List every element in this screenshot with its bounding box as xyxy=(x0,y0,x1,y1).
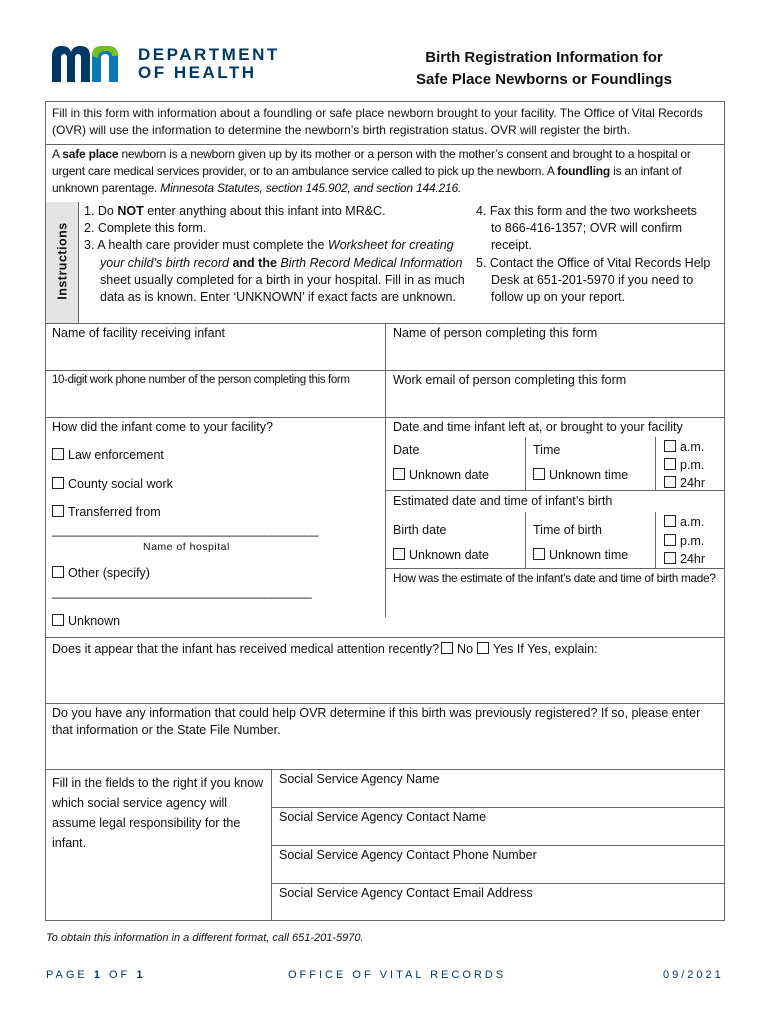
yes-checkbox[interactable] xyxy=(477,642,489,654)
instruction-5a: 5. Contact the Office of Vital Records Help xyxy=(476,255,711,270)
left-at-heading: Date and time infant left at, or brought to your facility xyxy=(393,420,683,434)
estimated-heading: Estimated date and time of infant’s birth xyxy=(393,494,613,508)
no-checkbox[interactable] xyxy=(441,642,453,654)
alternate-format-note: To obtain this information in a different format, call 651-201-5970. xyxy=(46,932,364,944)
left-24hr-option[interactable]: 24hr xyxy=(664,475,705,492)
other-blank[interactable]: _______________________________________ xyxy=(52,585,312,599)
definition-paragraph: A safe place newborn is a newborn given up by its mother or a person with the mother’s consent and brought to a hospital or urgent care medical services provider, or to an ambulance service called to pick up the newborn. A foundling is an infant of unknown parentage. Minnesota Statutes, section 145.902, and section 144.216. xyxy=(52,147,691,195)
facility-name-label: Name of facility receiving infant xyxy=(52,326,225,340)
time-of-birth-label: Time of birth xyxy=(533,523,603,537)
birth-unknown-date[interactable]: Unknown date xyxy=(393,547,489,564)
page-title xyxy=(384,47,704,91)
left-am-option[interactable]: a.m. xyxy=(664,439,704,456)
option-law-enforcement[interactable]: Law enforcement xyxy=(52,447,164,464)
option-other[interactable]: Other (specify) xyxy=(52,565,150,582)
checkbox[interactable] xyxy=(52,566,64,578)
checkbox[interactable] xyxy=(52,448,64,460)
instruction-4b: to 866-416-1357; OVR will confirm xyxy=(491,221,683,236)
name-of-hospital-caption: Name of hospital xyxy=(143,541,230,553)
instructions-left xyxy=(84,203,468,306)
agency-contact-email-label: Social Service Agency Contact Email Address xyxy=(279,886,533,900)
checkbox[interactable] xyxy=(52,505,64,517)
work-phone-field[interactable] xyxy=(46,390,384,417)
logo-line-2: OF HEALTH xyxy=(138,63,257,82)
intro-paragraph: Fill in this form with information about a foundling or safe place newborn brought to your facility. The Office of Vital Records (OVR) will use the information to determine the newborn’s birth registration status. OVR will register the birth. xyxy=(52,106,703,137)
left-time-label: Time xyxy=(533,443,561,457)
instruction-1: 1. Do NOT enter anything about this infant into MR&C. xyxy=(84,204,386,218)
agency-name-label: Social Service Agency Name xyxy=(279,772,440,786)
birth-date-label: Birth date xyxy=(393,523,447,537)
revision-date: 09/2021 xyxy=(663,969,724,981)
left-unknown-date[interactable]: Unknown date xyxy=(393,467,489,484)
instruction-3: 3. A health care provider must complete the Worksheet for creating your child’s birth record and the Birth Record Medical Information sheet usually completed for a birth in your hospital. Fill in as much data as is known. Enter ‘UNKNOWN’ if exact facts are unknown. xyxy=(84,238,465,305)
option-transferred-from[interactable]: Transferred from xyxy=(52,504,161,521)
facility-name-field[interactable] xyxy=(46,343,384,370)
person-name-field[interactable] xyxy=(386,343,724,370)
work-email-label: Work email of person completing this form xyxy=(393,373,627,387)
instruction-2: 2. Complete this form. xyxy=(84,221,207,236)
logo-line-1: DEPARTMENT xyxy=(138,45,280,64)
left-date-label: Date xyxy=(393,443,420,457)
person-name-label: Name of person completing this form xyxy=(393,326,598,340)
office-name: OFFICE OF VITAL RECORDS xyxy=(288,969,507,981)
checkbox[interactable] xyxy=(52,477,64,489)
previous-registration-field[interactable] xyxy=(46,740,724,768)
instruction-5b: Desk at 651-201-5970 if you need to xyxy=(491,272,694,287)
arrival-question: How did the infant come to your facility? xyxy=(52,420,273,434)
title-line-1: Birth Registration Information for xyxy=(425,49,663,66)
checkbox[interactable] xyxy=(52,614,64,626)
birth-24hr-option[interactable]: 24hr xyxy=(664,551,705,568)
page-number: PAGE 1 OF 1 xyxy=(46,969,146,981)
agency-contact-name-label: Social Service Agency Contact Name xyxy=(279,810,487,824)
birth-am-option[interactable]: a.m. xyxy=(664,514,704,531)
work-email-field[interactable] xyxy=(386,390,724,417)
agency-contact-phone-label: Social Service Agency Contact Phone Number xyxy=(279,848,537,862)
title-line-2: Safe Place Newborns or Foundlings xyxy=(416,71,672,88)
left-unknown-time[interactable]: Unknown time xyxy=(533,467,628,484)
birth-pm-option[interactable]: p.m. xyxy=(664,533,704,550)
agency-prompt: Fill in the fields to the right if you know which social service agency will assume legal responsibility for the infant. xyxy=(52,776,264,850)
mn-logo-icon xyxy=(52,46,128,82)
hospital-blank[interactable]: ________________________________________ xyxy=(52,523,319,537)
birth-unknown-time[interactable]: Unknown time xyxy=(533,547,628,564)
option-county-social-work[interactable]: County social work xyxy=(52,476,173,493)
previous-registration-question: Do you have any information that could help OVR determine if this birth was previously registered? If so, please enter that information or the State File Number. xyxy=(52,706,701,737)
instruction-5c: follow up on your report. xyxy=(491,290,626,305)
instructions-label: Instructions xyxy=(55,222,70,300)
estimate-method-question: How was the estimate of the infant’s date and time of birth made? xyxy=(393,571,716,585)
instruction-4a: 4. Fax this form and the two worksheets xyxy=(476,204,697,218)
instruction-4c: receipt. xyxy=(491,238,532,253)
instructions-side-bar xyxy=(46,202,79,323)
medical-explain-field[interactable] xyxy=(46,660,724,702)
medical-question: Does it appear that the infant has received medical attention recently? No Yes If Yes, explain: xyxy=(52,642,598,656)
instructions-right xyxy=(476,203,720,306)
logo xyxy=(52,44,292,84)
work-phone-label: 10-digit work phone number of the person completing this form xyxy=(52,374,350,386)
option-unknown[interactable]: Unknown xyxy=(52,613,120,630)
left-pm-option[interactable]: p.m. xyxy=(664,457,704,474)
